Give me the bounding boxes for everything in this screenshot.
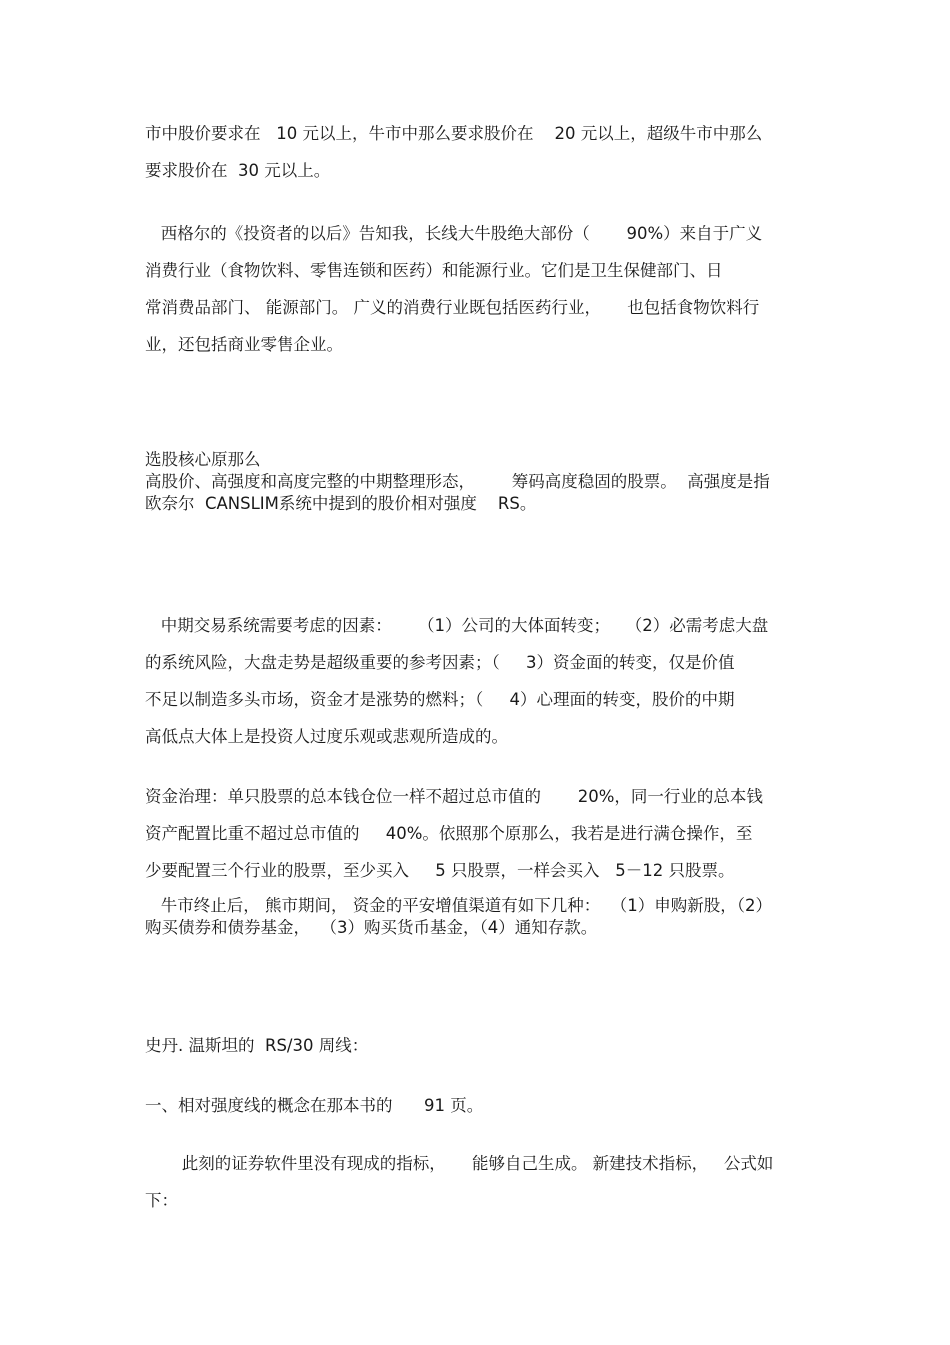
text-line: 不足以制造多头市场，资金才是涨势的燃料；（ 4）心理面的转变，股价的中期 — [145, 690, 735, 709]
section-heading: 选股核心原那么 — [145, 450, 261, 469]
text-line: 高股价、高强度和高度完整的中期整理形态， 筹码高度稳固的股票。 高强度是指 — [145, 472, 770, 491]
text-line: 常消费品部门、 能源部门。 广义的消费行业既包括医药行业， 也包括食物饮料行 — [145, 298, 760, 317]
paragraph-relative-strength-concept — [145, 1087, 815, 1124]
section-heading: 史丹. 温斯坦的 RS/30 周线： — [145, 1036, 369, 1055]
text-line: 欧奈尔 CANSLIM系统中提到的股价相对强度 RS。 — [145, 494, 537, 513]
paragraph-create-indicator — [145, 1145, 815, 1219]
paragraph-stock-price-requirement — [145, 115, 815, 189]
text-line: 中期交易系统需要考虑的因素： （1）公司的大体面转变； （2）必需考虑大盘 — [145, 616, 769, 635]
text-line: 市中股价要求在 10 元以上，牛市中那么要求股价在 20 元以上，超级牛市中那么 — [145, 124, 763, 143]
text-line: 的系统风险，大盘走势是超级重要的参考因素；（ 3）资金面的转变，仅是价值 — [145, 653, 735, 672]
text-line: 西格尔的《投资者的以后》告知我，长线大牛股绝大部份（ 90%）来自于广义 — [145, 224, 763, 243]
text-line: 消费行业（食物饮料、零售连锁和医药）和能源行业。它们是卫生保健部门、日 — [145, 261, 723, 280]
text-line: 一、相对强度线的概念在那本书的 91 页。 — [145, 1096, 484, 1115]
text-line: 要求股价在 30 元以上。 — [145, 161, 331, 180]
text-line: 少要配置三个行业的股票，至少买入 5 只股票，一样会买入 5－12 只股票。 — [145, 861, 735, 880]
paragraph-stock-selection-principle — [145, 449, 815, 515]
paragraph-bear-market-options — [145, 895, 815, 939]
paragraph-capital-management — [145, 778, 815, 889]
text-line: 下： — [145, 1191, 178, 1210]
text-line: 购买债券和债券基金， （3）购买货币基金，（4）通知存款。 — [145, 918, 598, 937]
text-line: 此刻的证券软件里没有现成的指标， 能够自己生成。 新建技术指标， 公式如 — [145, 1154, 774, 1173]
text-line: 资金治理：单只股票的总本钱仓位一样不超过总市值的 20%，同一行业的总本钱 — [145, 787, 763, 806]
paragraph-medium-term-trading-factors — [145, 607, 815, 755]
paragraph-weinstein-rs30 — [145, 1027, 815, 1064]
paragraph-siegel-consumer-industries — [145, 215, 815, 363]
text-line: 牛市终止后， 熊市期间， 资金的平安增值渠道有如下几种： （1）申购新股，（2） — [145, 896, 772, 915]
text-line: 资产配置比重不超过总市值的 40%。依照那个原那么，我若是进行满仓操作，至 — [145, 824, 753, 843]
text-line: 业，还包括商业零售企业。 — [145, 335, 343, 354]
text-line: 高低点大体上是投资人过度乐观或悲观所造成的。 — [145, 727, 508, 746]
